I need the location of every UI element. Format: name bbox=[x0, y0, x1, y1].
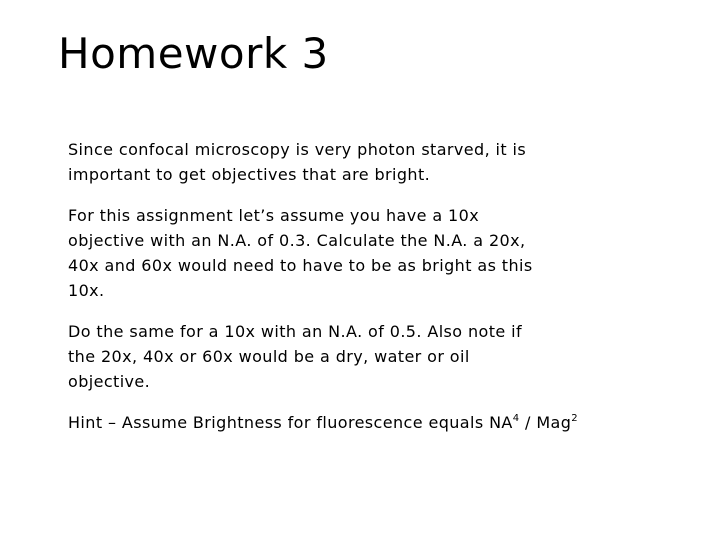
hint-separator: / Mag bbox=[519, 413, 572, 432]
paragraph-second-task: Do the same for a 10x with an N.A. of 0.5. Also note if the 20x, 40x or 60x would be a dry, water or oil objective. bbox=[68, 322, 522, 391]
slide-body bbox=[68, 137, 588, 451]
paragraph-intro: Since confocal microscopy is very photon starved, it is important to get objectives that are bright. bbox=[68, 140, 527, 184]
paragraph-assignment: For this assignment let’s assume you have a 10x objective with an N.A. of 0.3. Calculate the N.A. a 20x, 40x and 60x would need to have to be as bright as this 10x. bbox=[68, 206, 533, 300]
hint-text: Hint – Assume Brightness for fluorescence equals NA bbox=[68, 413, 513, 432]
slide-title: Homework 3 bbox=[58, 29, 329, 78]
hint-line bbox=[68, 410, 588, 435]
na-exponent: 4 bbox=[512, 413, 520, 424]
mag-exponent: 2 bbox=[571, 413, 579, 424]
